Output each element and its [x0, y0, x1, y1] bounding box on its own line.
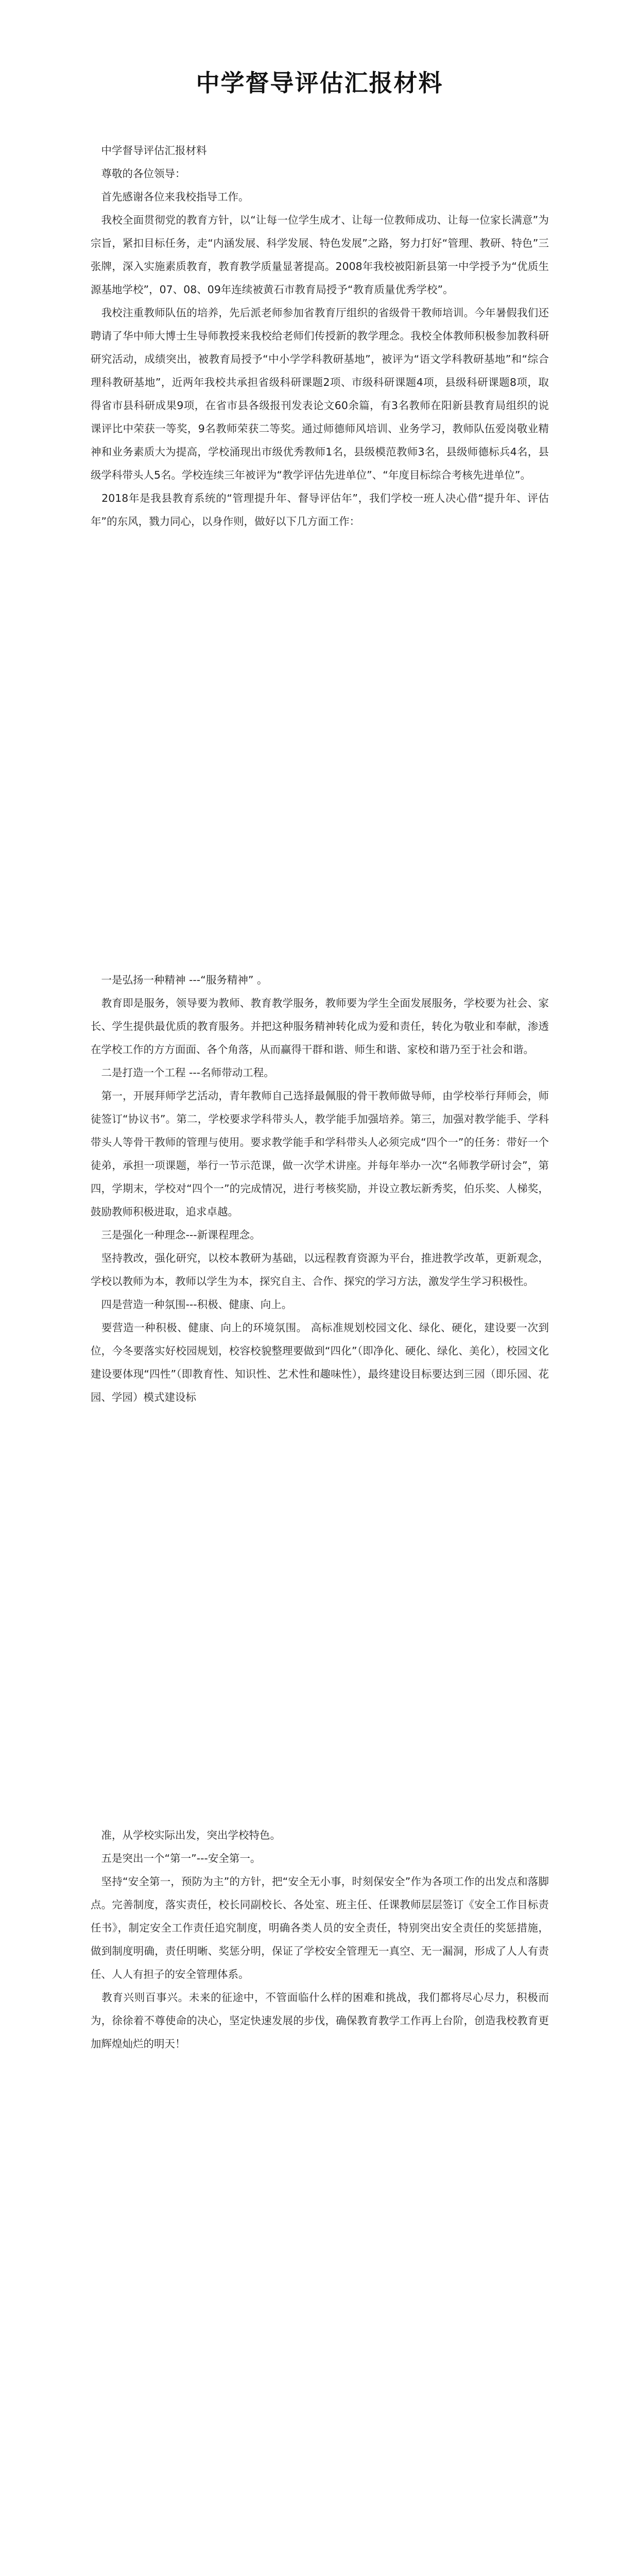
paragraph: 五是突出一个“第一”---安全第一。	[91, 1852, 261, 1865]
paragraph: 坚持“安全第一，预防为主”的方针，把“安全无小事，时刻保安全”作为各项工作的出发点和落脚点。完善制度，落实责任，校长同副校长、各处室、班主任、任课教师层层签订《安全工作目标责任书》，制定安全工作责任追究制度，明确各类人员的安全责任，特别突出安全责任的奖惩措施，做到制度明确，责任明晰、奖惩分明，保证了学校安全管理无一真空、无一漏洞，形成了人人有责任、人人有担子的安全管理体系。	[91, 1875, 549, 1980]
paragraph: 要营造一种积极、健康、向上的环境氛围。 高标准规划校园文化、绿化、硬化，建设要一次到位，今冬要落实好校园规划，校容校貌整理要做到“四化”（即净化、硬化、绿化、美化），校园文化建设要体现“四性”（即教育性、知识性、艺术性和趣味性），最终建设目标要达到三园（即乐园、花园、学园）模式建设标	[91, 1321, 549, 1403]
paragraph: 二是打造一个工程 ---名师带动工程。	[91, 1066, 274, 1079]
document-title: 中学督导评估汇报材料	[196, 69, 443, 97]
paragraph: 尊敬的各位领导：	[91, 167, 186, 180]
paragraph: 我校全面贯彻党的教育方针，以“让每一位学生成才、让每一位教师成功、让每一位家长满意”为宗旨，紧扣目标任务，走“内涵发展、科学发展、特色发展”之路，努力打好“管理、教研、特色”三张牌，深入实施素质教育，教育教学质量显著提高。2008年我校被阳新县第一中学授予为“优质生源基地学校”，07、08、09年连续被黄石市教育局授予“教育质量优秀学校”。	[91, 214, 549, 296]
paragraph: 坚持教改，强化研究，以校本教研为基础，以远程教育资源为平台，推进教学改革，更新观念，学校以教师为本，教师以学生为本，探究自主、合作、探究的学习方法，激发学生学习积极性。	[91, 1252, 549, 1287]
text-block-1	[91, 139, 549, 533]
paragraph: 首先感谢各位来我校指导工作。	[91, 191, 249, 203]
paragraph: 准，从学校实际出发，突出学校特色。	[91, 1829, 281, 1841]
paragraph: 四是营造一种氛围---积极、健康、向上。	[91, 1298, 292, 1311]
paragraph: 2018年是我县教育系统的“管理提升年、督导评估年”，我们学校一班人决心借“提升年、评估年”的东风，戮力同心，以身作则，做好以下几方面工作：	[91, 492, 549, 528]
paragraph: 一是弘扬一种精神 ---“服务精神” 。	[91, 974, 268, 986]
paragraph: 三是强化一种理念---新课程理念。	[91, 1229, 261, 1241]
text-block-3	[91, 1824, 549, 2056]
paragraph: 教育兴则百事兴。未来的征途中，不管面临什么样的困难和挑战，我们都将尽心尽力，积极而为，徐徐着不尊使命的决心，坚定快速发展的步伐，确保教育教学工作再上台阶，创造我校教育更加辉煌灿烂的明天！	[91, 1991, 549, 2050]
text-block-2	[91, 969, 549, 1409]
paragraph: 第一，开展拜师学艺活动，青年教师自己选择最佩服的骨干教师做导师，由学校举行拜师会，师徒签订“协议书”。第二，学校要求学科带头人，教学能手加强培养。第三，加强对教学能手、学科带头人等骨干教师的管理与使用。要求教学能手和学科带头人必须完成“四个一”的任务：带好一个徒弟，承担一项课题，举行一节示范课，做一次学术讲座。并每年举办一次“名师教学研讨会”，第四，学期末，学校对“四个一”的完成情况，进行考核奖励，并设立教坛新秀奖，伯乐奖、人梯奖，鼓励教师积极进取，追求卓越。	[91, 1090, 549, 1218]
paragraph: 教育即是服务，领导要为教师、教育教学服务，教师要为学生全面发展服务，学校要为社会、家长、学生提供最优质的教育服务。并把这种服务精神转化成为爱和责任，转化为敬业和奉献，渗透在学校工作的方方面面、各个角落，从而赢得干群和谐、师生和谐、家校和谐乃至于社会和谐。	[91, 997, 549, 1056]
paragraph: 中学督导评估汇报材料	[91, 144, 207, 157]
paragraph: 我校注重教师队伍的培养，先后派老师参加省教育厅组织的省级骨干教师培训。今年暑假我们还聘请了华中师大博士生导师教授来我校给老师们传授新的教学理念。我校全体教师积极参加教科研研究活动，成绩突出，被教育局授予“中小学学科教研基地”，被评为“语文学科教研基地”和“综合理科教研基地”，近两年我校共承担省级科研课题2项、市级科研课题4项，县级科研课题8项，取得省市县科研成果9项，在省市县各级报刊发表论文60余篇，有3名教师在阳新县教育局组织的说课评比中荣获一等奖，9名教师荣获二等奖。通过师德师风培训、业务学习，教师队伍爱岗敬业精神和业务素质大为提高，学校涌现出市级优秀教师1名，县级模范教师3名，县级师德标兵4名，县级学科带头人5名。学校连续三年被评为“教学评估先进单位”、“年度目标综合考核先进单位”。	[91, 307, 549, 481]
